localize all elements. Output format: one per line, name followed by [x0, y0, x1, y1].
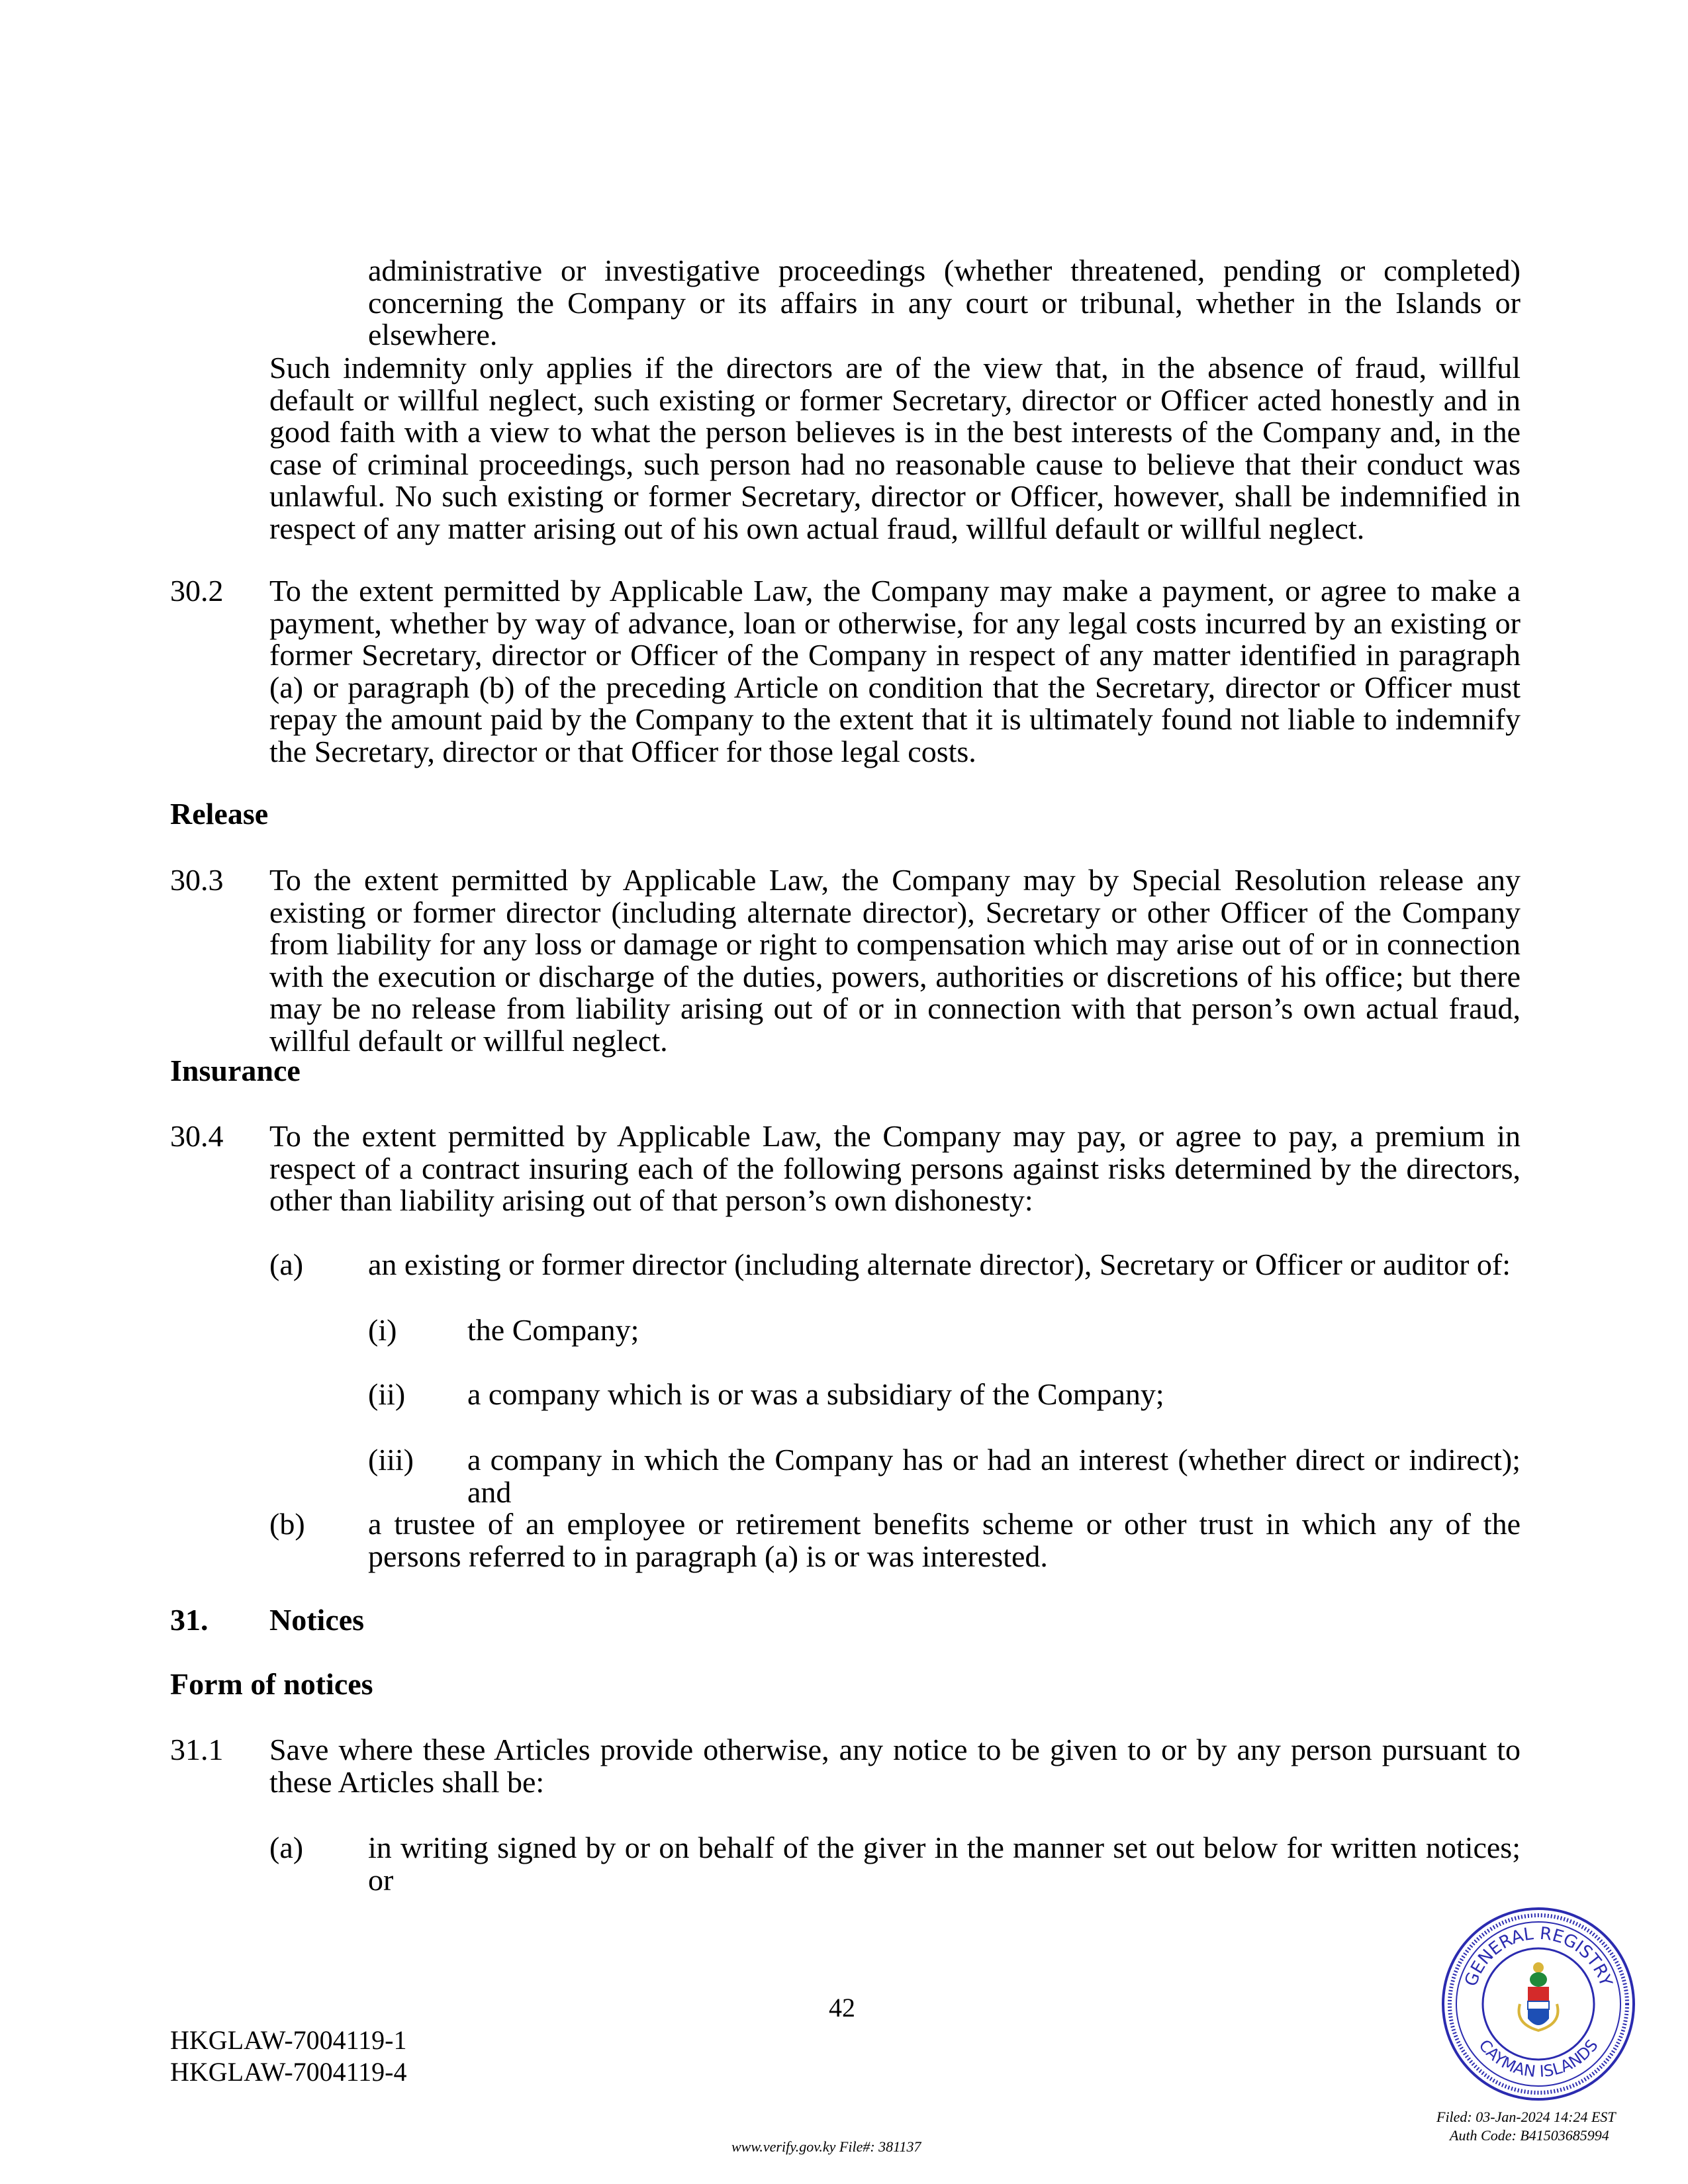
doc-ref-2: HKGLAW-7004119-4: [170, 2057, 407, 2087]
verify-url: www.verify.gov.ky File#: 381137: [731, 2138, 921, 2155]
item-iii-text: a company in which the Company has or had an interest (whether direct or indirect); and: [467, 1443, 1521, 1509]
heading-release: Release: [170, 797, 269, 831]
clause-30-2-text: To the extent permitted by Applicable Law, the Company may make a payment, or agree to make a payment, whether by way of advance, loan or otherwise, for any legal costs incurred by an existing or former Secretary, director or Officer of the Company in respect of any matter identified in paragraph (a) or paragraph (b) of the preceding Article on condition that the Secretary, director or Officer must repay the amount paid by the Company to the extent that it is ultimately found not liable to indemnify the Secretary, director or that Officer for those legal costs.: [269, 574, 1521, 768]
auth-code: Auth Code: B41503685994: [1450, 2127, 1609, 2144]
clause-number-30-2: 30.2: [170, 574, 224, 608]
item-31-a-text: in writing signed by or on behalf of the giver in the manner set out below for written notices; or: [368, 1831, 1521, 1897]
clause-31-1-text: Save where these Articles provide otherwise, any notice to be given to or by any person pursuant to these Articles shall be:: [269, 1733, 1521, 1799]
indemnity-paragraph: Such indemnity only applies if the directors are of the view that, in the absence of fraud, willful default or willful neglect, such existing or former Secretary, director or Officer acted honestly and in good faith with a view to what the person believes is in the best interests of the Company and, in the case of criminal proceedings, such person had no reasonable cause to believe that their conduct was unlawful. No such existing or former Secretary, director or Officer, however, shall be indemnified in respect of any matter arising out of his own actual fraud, willful default or willful neglect.: [269, 351, 1521, 545]
doc-ref-1: HKGLAW-7004119-1: [170, 2025, 407, 2055]
item-31-a-label: (a): [269, 1831, 304, 1864]
heading-form-of-notices: Form of notices: [170, 1667, 373, 1701]
item-iii-label: (iii): [368, 1443, 414, 1477]
clause-number-30-3: 30.3: [170, 863, 224, 897]
heading-31-number: 31.: [170, 1603, 209, 1637]
page-number: 42: [829, 1993, 855, 2023]
heading-notices: Notices: [269, 1603, 365, 1637]
item-b-text: a trustee of an employee or retirement benefits scheme or other trust in which any of the persons referred to in paragraph (a) is or was interested.: [368, 1507, 1521, 1573]
clause-number-30-4: 30.4: [170, 1119, 224, 1153]
clause-30-4-text: To the extent permitted by Applicable Law, the Company may pay, or agree to pay, a premium in respect of a contract insuring each of the following persons against risks determined by the directors, other than liability arising out of that person’s own dishonesty:: [269, 1119, 1521, 1217]
item-a-text: an existing or former director (including alternate director), Secretary or Officer or auditor of:: [368, 1248, 1511, 1281]
item-ii-label: (ii): [368, 1377, 406, 1411]
general-registry-seal: [1439, 1905, 1638, 2103]
item-ii-text: a company which is or was a subsidiary of the Company;: [467, 1377, 1164, 1411]
filed-timestamp: Filed: 03-Jan-2024 14:24 EST: [1436, 2109, 1616, 2125]
item-b-label: (b): [269, 1507, 305, 1541]
item-i-text: the Company;: [467, 1313, 639, 1347]
clause-30-3-text: To the extent permitted by Applicable Law, the Company may by Special Resolution release any existing or former director (including alternate director), Secretary or other Officer of the Company from liability for any loss or damage or right to compensation which may arise out of or in connection with the execution or discharge of the duties, powers, authorities or discretions of his office; but there may be no release from liability arising out of or in connection with that person’s own actual fraud, willful default or willful neglect.: [269, 863, 1521, 1058]
clause-number-31-1: 31.1: [170, 1733, 224, 1766]
item-a-label: (a): [269, 1248, 304, 1281]
seal-top-text: GENERAL REGISTRY: [1461, 1923, 1616, 1989]
seal-bottom-text: CAYMAN ISLANDS: [1475, 2036, 1602, 2081]
coat-of-arms-icon: [1519, 1962, 1558, 2030]
continuation-paragraph: administrative or investigative proceedings (whether threatened, pending or completed) concerning the Company or its affairs in any court or tribunal, whether in the Islands or elsewhere.: [368, 253, 1521, 351]
item-i-label: (i): [368, 1313, 397, 1347]
heading-insurance: Insurance: [170, 1054, 301, 1087]
